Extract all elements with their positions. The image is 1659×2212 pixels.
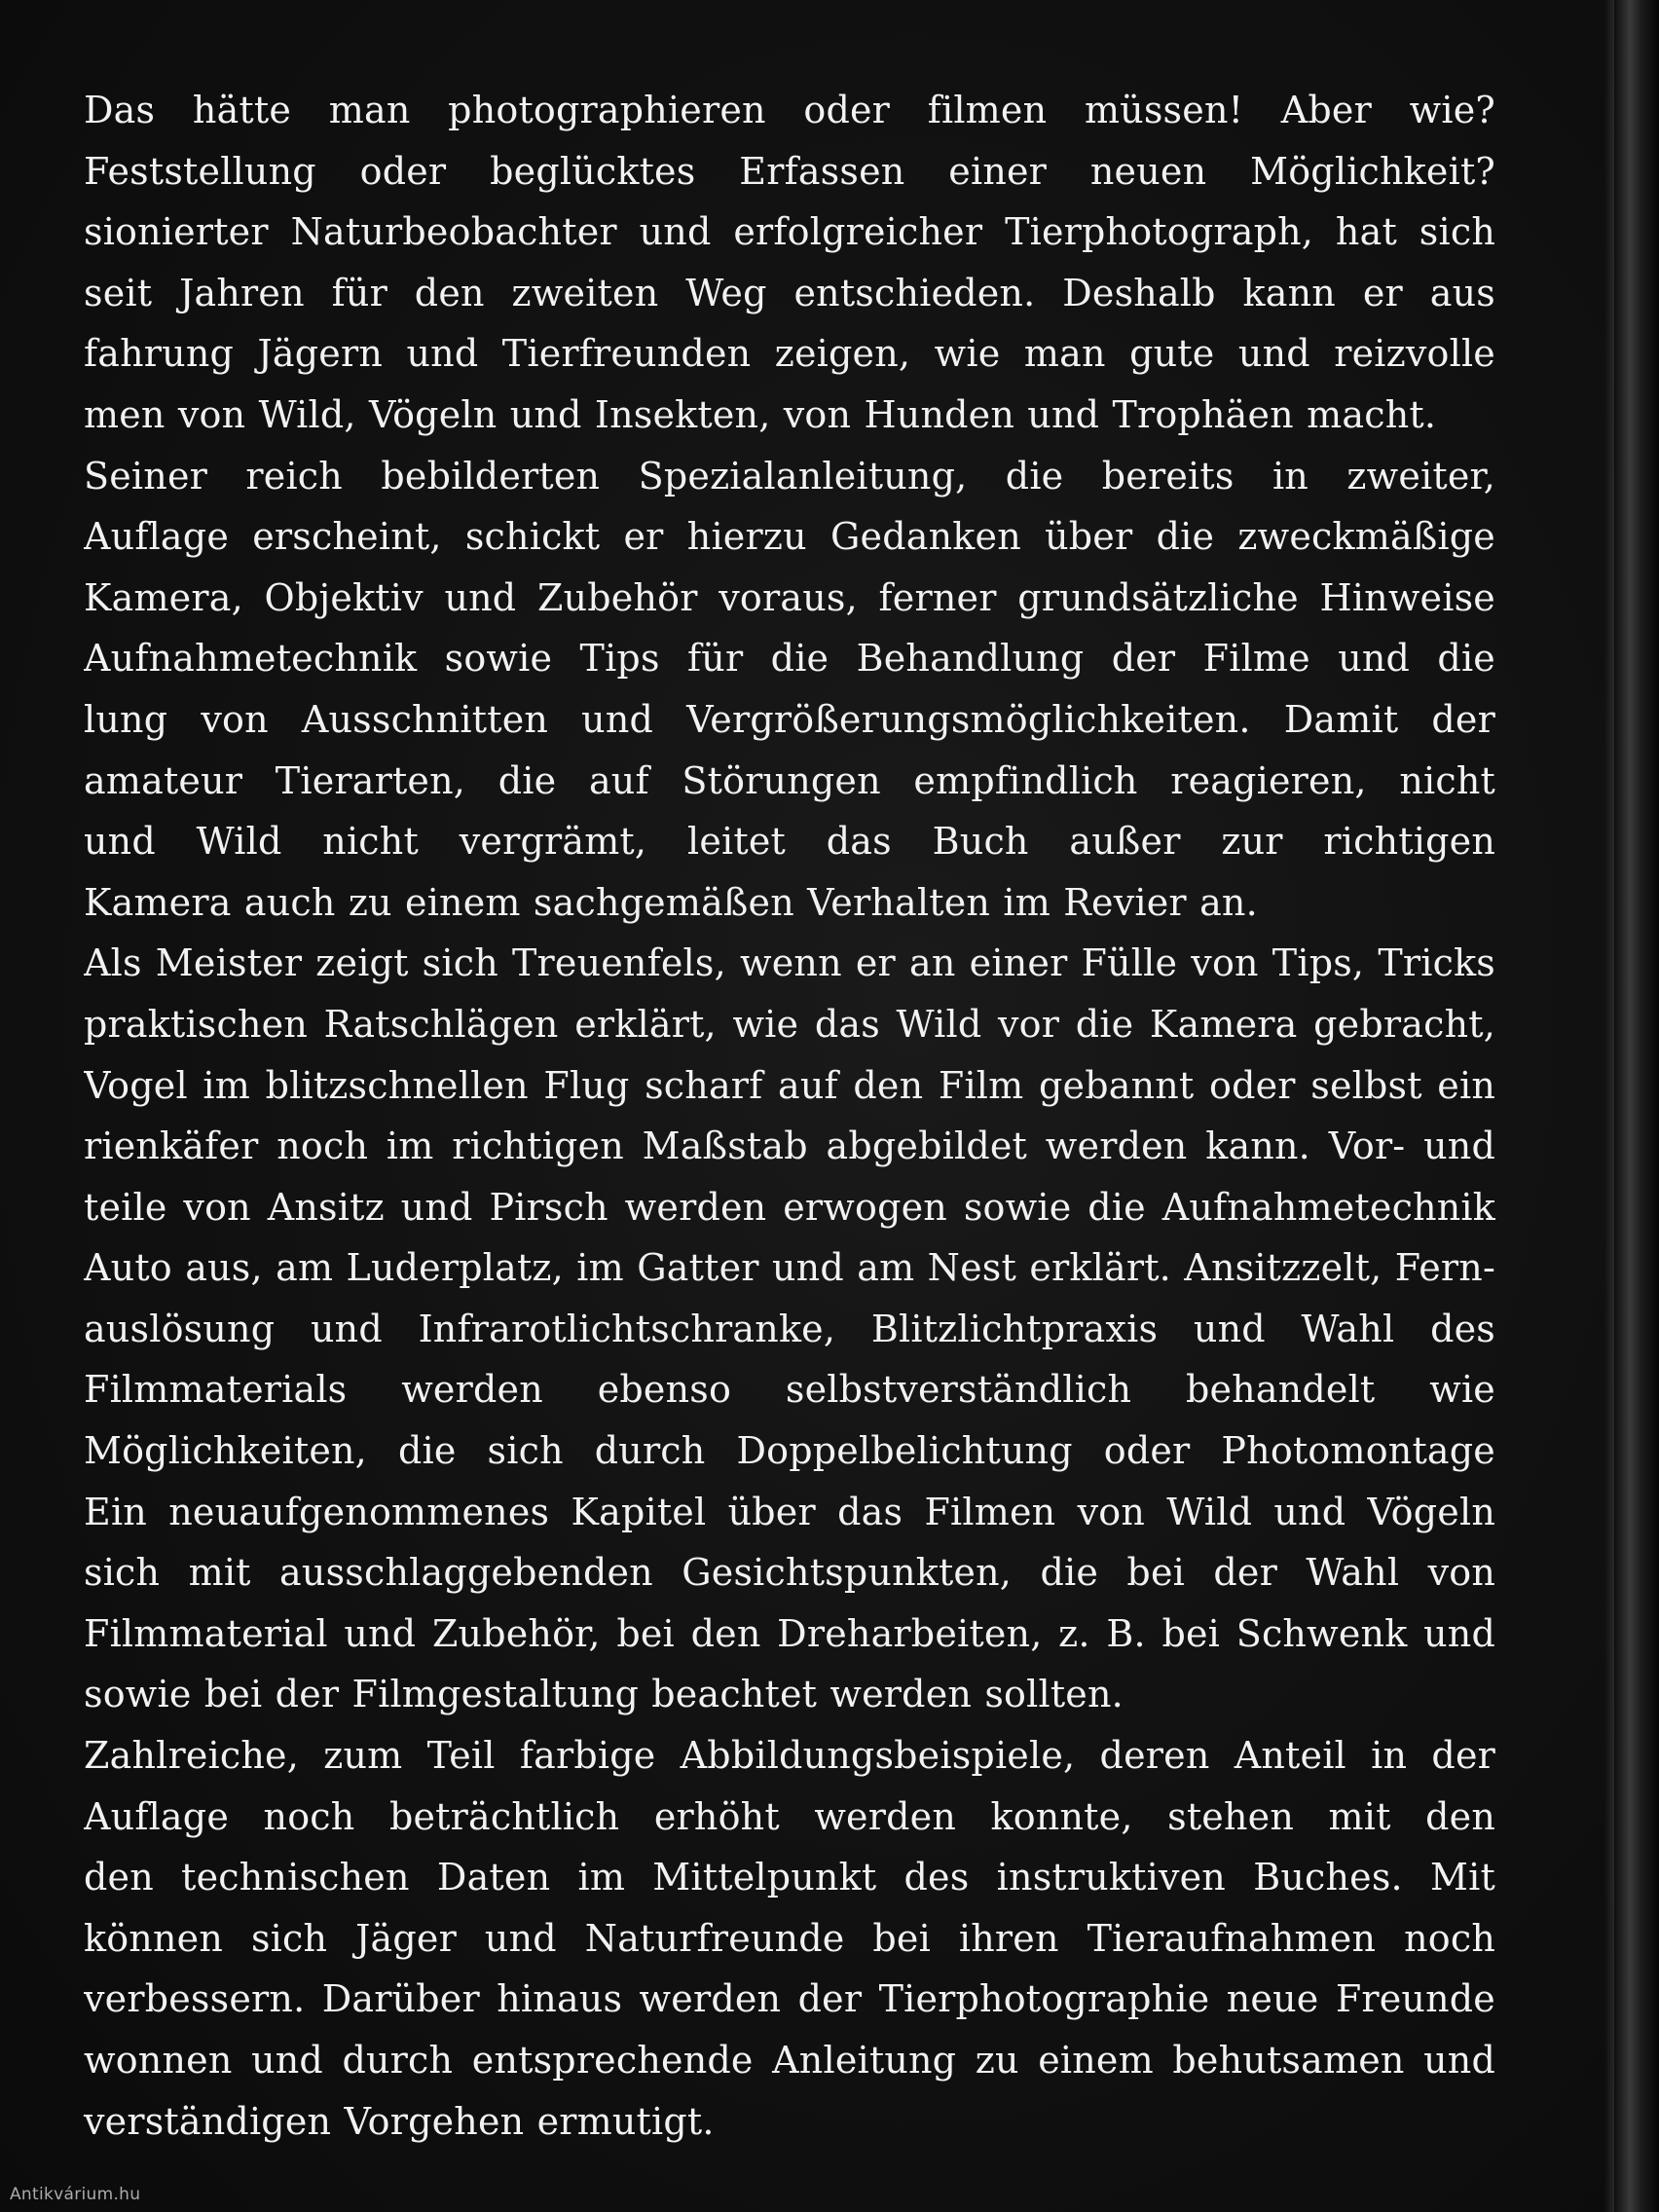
blurb-paragraph-2 bbox=[84, 446, 1495, 934]
book-spine-edge bbox=[1614, 0, 1659, 2212]
blurb-line: Auflage erscheint, schickt er hierzu Gedanken über die zweckmäßige bbox=[84, 515, 1495, 559]
blurb-paragraph-1 bbox=[84, 80, 1495, 446]
blurb-line: sowie bei der Filmgestaltung beachtet werden sollten. bbox=[84, 1673, 1124, 1716]
blurb-line: wonnen und durch entsprechende Anleitung zu einem behutsamen und bbox=[84, 2039, 1495, 2082]
blurb-line: Filmmaterial und Zubehör, bei den Dreharbeiten, z. B. bei Schwenk und bbox=[84, 1611, 1495, 1655]
blurb-line: fahrung Jägern und Tierfreunden zeigen, wie man gute und reizvolle bbox=[84, 332, 1495, 376]
blurb-line: Auflage noch beträchtlich erhöht werden konnte, stehen mit den bbox=[84, 1794, 1495, 1838]
blurb-line: verständigen Vorgehen ermutigt. bbox=[84, 2099, 715, 2143]
blurb-line: sionierter Naturbeobachter und erfolgreicher Tierphotograph, hat sich bbox=[84, 210, 1495, 254]
blurb-text bbox=[84, 80, 1495, 2152]
blurb-line: Filmmaterials werden ebenso selbstverständlich behandelt wie bbox=[84, 1368, 1495, 1412]
blurb-line: praktischen Ratschlägen erklärt, wie das Wild vor die Kamera gebracht, bbox=[84, 1002, 1495, 1046]
blurb-line: den technischen Daten im Mittelpunkt des instruktiven Buches. Mit bbox=[84, 1856, 1495, 1899]
blurb-line: Seiner reich bebilderten Spezialanleitung, die bereits in zweiter, bbox=[84, 454, 1495, 498]
spine-shadow bbox=[1604, 0, 1614, 2212]
blurb-line: Kamera auch zu einem sachgemäßen Verhalten im Revier an. bbox=[84, 880, 1258, 924]
blurb-line: men von Wild, Vögeln und Insekten, von Hunden und Trophäen macht. bbox=[84, 392, 1437, 436]
blurb-line: verbessern. Darüber hinaus werden der Tierphotographie neue Freunde bbox=[84, 1977, 1495, 2021]
blurb-paragraph-3 bbox=[84, 933, 1495, 1725]
blurb-line: Ein neuaufgenommenes Kapitel über das Filmen von Wild und Vögeln bbox=[84, 1490, 1495, 1533]
blurb-line: seit Jahren für den zweiten Weg entschieden. Deshalb kann er aus bbox=[84, 271, 1495, 314]
blurb-line: teile von Ansitz und Pirsch werden erwogen sowie die Aufnahmetechnik bbox=[84, 1185, 1495, 1229]
blurb-line: können sich Jäger und Naturfreunde bei ihren Tieraufnahmen noch bbox=[84, 1916, 1495, 1960]
blurb-line: Als Meister zeigt sich Treuenfels, wenn er an einer Fülle von Tips, Tricks bbox=[84, 941, 1495, 985]
blurb-paragraph-4 bbox=[84, 1725, 1495, 2152]
blurb-line: auslösung und Infrarotlichtschranke, Blitzlichtpraxis und Wahl des bbox=[84, 1307, 1495, 1350]
blurb-line: amateur Tierarten, die auf Störungen empfindlich reagieren, nicht bbox=[84, 758, 1495, 802]
blurb-line: rienkäfer noch im richtigen Maßstab abgebildet werden kann. Vor- und bbox=[84, 1124, 1495, 1168]
blurb-line: Möglichkeiten, die sich durch Doppelbelichtung oder Photomontage bbox=[84, 1429, 1495, 1473]
blurb-line: Vogel im blitzschnellen Flug scharf auf den Film gebannt oder selbst ein bbox=[84, 1063, 1495, 1107]
blurb-line: Kamera, Objektiv und Zubehör voraus, ferner grundsätzliche Hinweise bbox=[84, 575, 1495, 619]
blurb-line: Aufnahmetechnik sowie Tips für die Behandlung der Filme und die bbox=[84, 637, 1495, 681]
blurb-line: sich mit ausschlaggebenden Gesichtspunkten, die bei der Wahl von bbox=[84, 1551, 1495, 1595]
watermark-text: Antikvárium.hu bbox=[10, 2185, 141, 2204]
blurb-line: lung von Ausschnitten und Vergrößerungsmöglichkeiten. Damit der bbox=[84, 697, 1495, 741]
blurb-line: und Wild nicht vergrämt, leitet das Buch außer zur richtigen bbox=[84, 820, 1495, 864]
blurb-line: Das hätte man photographieren oder filmen müssen! Aber wie? bbox=[84, 89, 1495, 131]
blurb-line: Zahlreiche, zum Teil farbige Abbildungsbeispiele, deren Anteil in der bbox=[84, 1734, 1495, 1778]
blurb-line: Auto aus, am Luderplatz, im Gatter und am Nest erklärt. Ansitzzelt, Fern- bbox=[84, 1246, 1495, 1290]
blurb-line: Feststellung oder beglücktes Erfassen einer neuen Möglichkeit? bbox=[84, 149, 1495, 193]
